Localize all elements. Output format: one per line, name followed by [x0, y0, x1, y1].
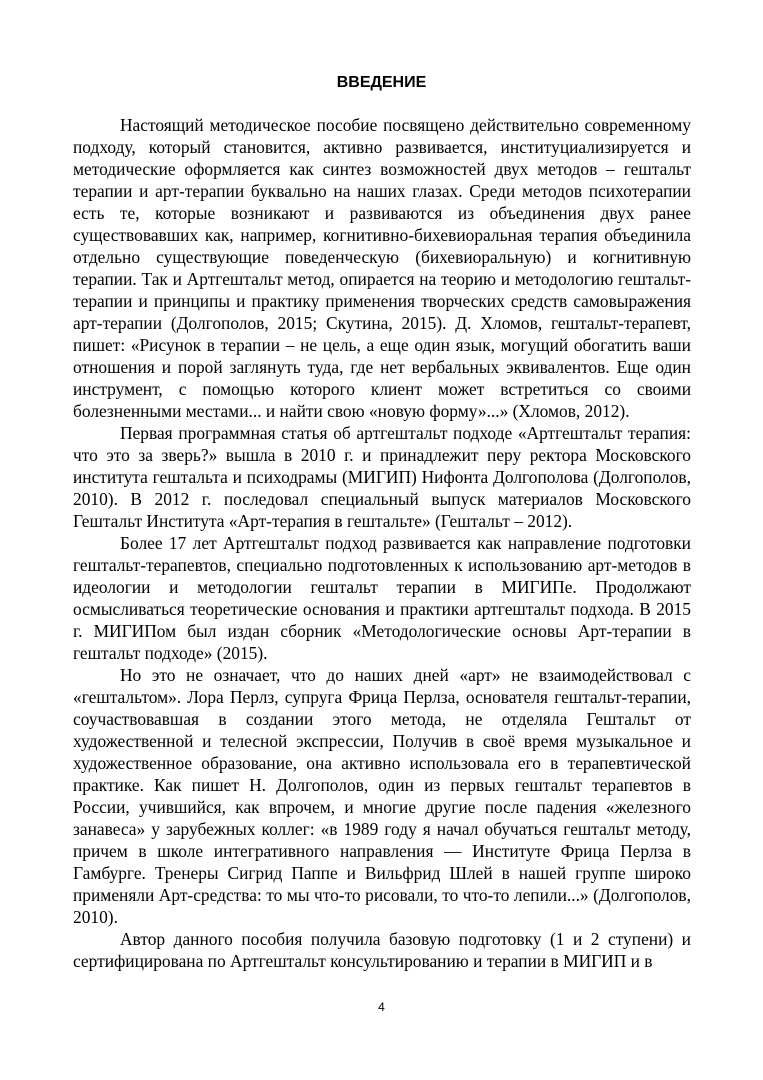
paragraph-first-article: Первая программная статья об артгештальт подходе «Артгештальт терапия: что это за зверь?» вышла в 2010 г. и принадлежит перу ректора Московского института гештальта и психодрамы (МИГИП) Нифонта Долгополова (Долгополов, 2010). В 2012 г. последовал специальный выпуск материалов Московского Гештальт Института «Арт-терапия в гештальте» (Гештальт – 2012).: [73, 423, 691, 531]
paragraph-history: Но это не означает, что до наших дней «арт» не взаимодействовал с «гештальтом». Лора Перлз, супруга Фрица Перлза, основателя гештальт-терапии, соучаствовавшая в создании этого метода, не отделяла Гештальт от художественной и телесной экспрессии, Получив в своё время музыкальное и художественное образование, она активно использовала его в терапевтической практике. Как пишет Н. Долгополов, один из первых гештальт терапевтов в России, учившийся, как впрочем, и многие другие после падения «железного занавеса» у зарубежных коллег: «в 1989 году я начал обучаться гештальт методу, причем в школе интегративного направления — Институте Фрица Перлза в Гамбурге. Тренеры Сигрид Паппе и Вильфрид Шлей в нашей группе широко применяли Арт-средства: то мы что-то рисовали, то что-то лепили...» (Долгополов, 2010).: [73, 665, 691, 927]
page-number: 4: [378, 1000, 385, 1014]
paragraph-intro: Настоящий методическое пособие посвящено действительно современному подходу, который становится, активно развивается, институциализируется и методические оформляется как синтез возможностей двух методов – гештальт терапии и арт-терапии буквально на наших глазах. Среди методов психотерапии есть те, которые возникают и развиваются из объединения двух ранее существовавших как, например, когнитивно-бихевиоральная терапия объединила отдельно существующие поведенческую (бихевиоральную) и когнитивную терапии. Так и Артгештальт метод, опирается на теорию и методологию гештальт-терапии и принципы и практику применения творческих средств самовыражения арт-терапии (Долгополов, 2015; Скутина, 2015). Д. Хломов, гештальт-терапевт, пишет: «Рисунок в терапии – не цель, а еще один язык, могущий обогатить ваши отношения и порой заглянуть туда, где нет вербальных эквивалентов. Еще один инструмент, с помощью которого клиент может встретиться со своими болезненными местами... и найти свою «новую форму»...» (Хломов, 2012).: [73, 115, 691, 421]
body-text: [73, 114, 691, 972]
paragraph-development: Более 17 лет Артгештальт подход развивается как направление подготовки гештальт-терапевтов, специально подготовленных к использованию арт-методов в идеологии и методологии гештальт терапии в МИГИПе. Продолжают осмысливаться теоретические основания и практики артгештальт подхода. В 2015 г. МИГИПом был издан сборник «Методологические основы Арт-терапии в гештальт подходе» (2015).: [73, 533, 691, 663]
chapter-title: ВВЕДЕНИЕ: [336, 74, 427, 91]
paragraph-author: Автор данного пособия получила базовую подготовку (1 и 2 ступени) и сертифицирована по Артгештальт консультированию и терапии в МИГИП и в: [73, 929, 691, 971]
